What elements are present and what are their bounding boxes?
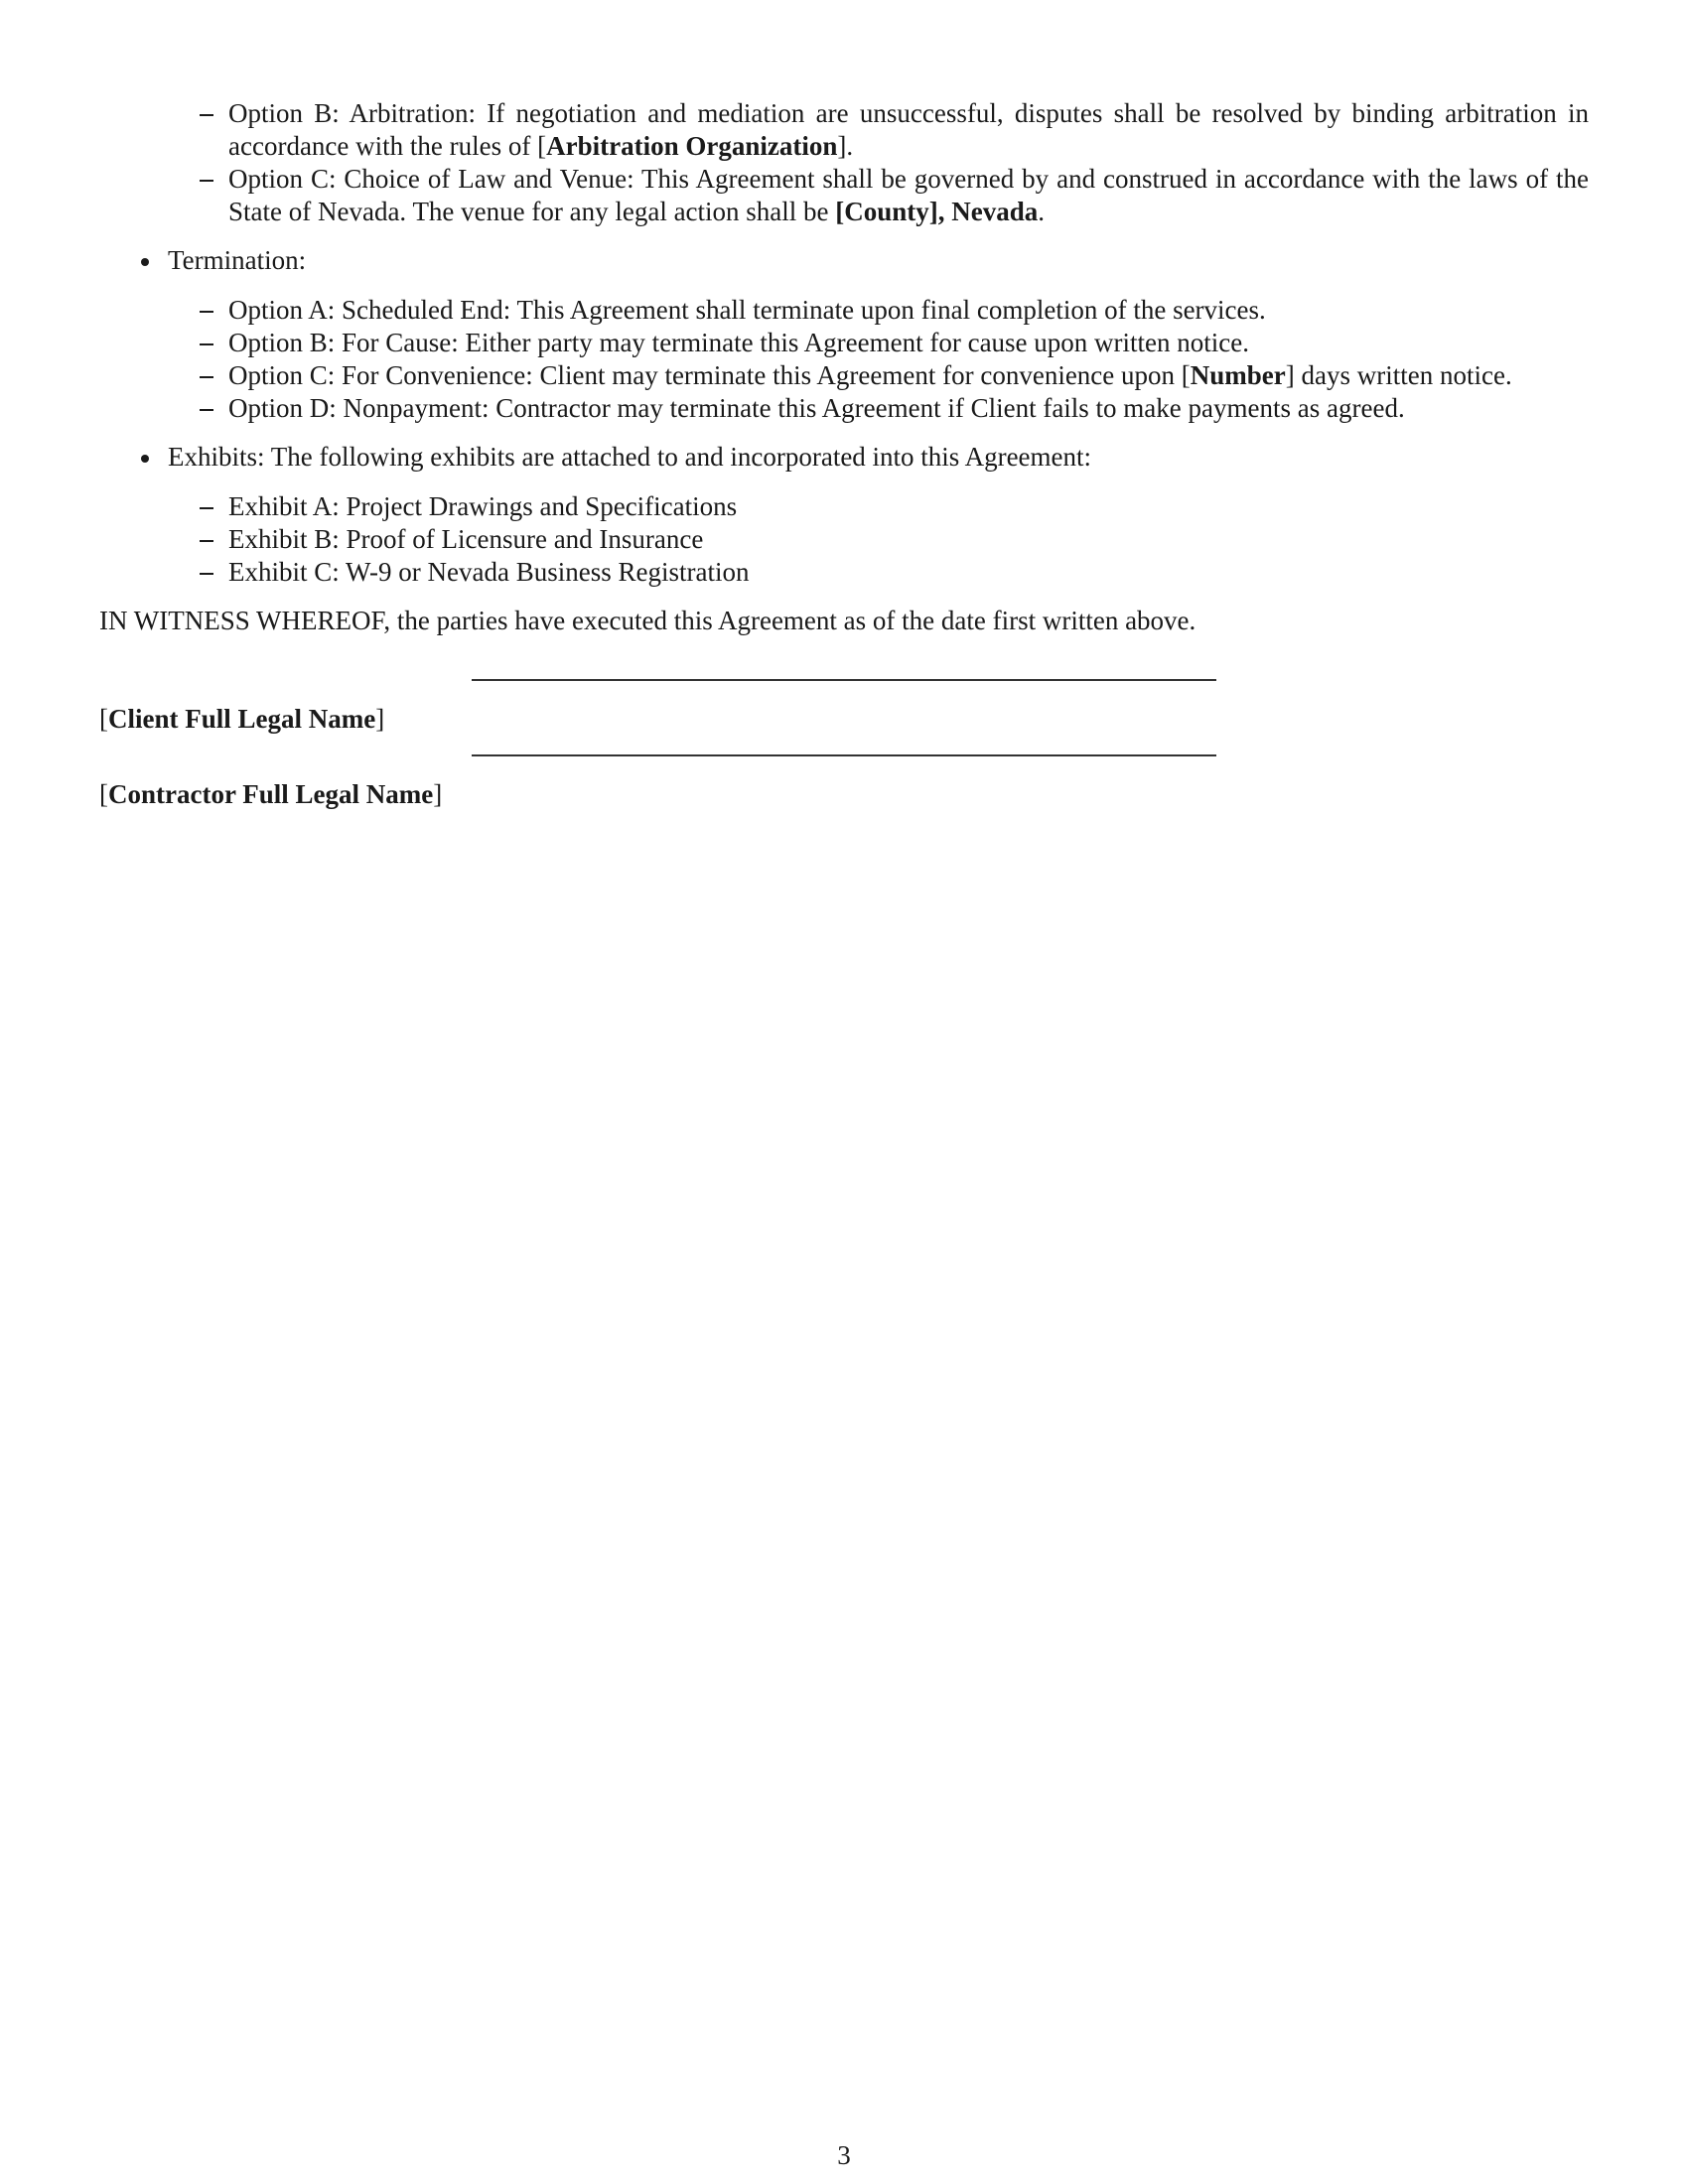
- contractor-signature-line[interactable]: [472, 754, 1216, 756]
- page-number: 3: [837, 2140, 851, 2170]
- dispute-resolution-options: [168, 97, 1589, 228]
- county-nevada-placeholder: [County], Nevada: [835, 197, 1039, 226]
- termination-heading: Termination:: [168, 245, 307, 275]
- contractor-signature-block: [99, 756, 1589, 856]
- contractor-name: [Contractor Full Legal Name]: [99, 779, 443, 809]
- client-signature-line[interactable]: [472, 679, 1216, 681]
- exhibits-heading: Exhibits: The following exhibits are attached to and incorporated into this Agreement:: [168, 442, 1092, 472]
- termination-option-c: Option C: For Convenience: Client may terminate this Agreement for convenience upon [Number] days written notice.: [228, 360, 1512, 390]
- exhibits-list: [168, 490, 1589, 589]
- termination-option-d: Option D: Nonpayment: Contractor may terminate this Agreement if Client fails to make payments as agreed.: [228, 393, 1405, 423]
- termination-options: [168, 294, 1589, 425]
- exhibit-b: Exhibit B: Proof of Licensure and Insurance: [228, 524, 704, 554]
- main-list: [99, 244, 1589, 589]
- arbitration-organization-placeholder: Arbitration Organization: [546, 131, 838, 161]
- number-placeholder: Number: [1190, 360, 1286, 390]
- dispute-option-c: Option C: Choice of Law and Venue: This Agreement shall be governed by and construed in accordance with the laws of the State of Nevada. The venue for any legal action shall be [County], Nevada.: [228, 164, 1589, 226]
- termination-option-b: Option B: For Cause: Either party may terminate this Agreement for cause upon written notice.: [228, 328, 1249, 357]
- dispute-option-b: Option B: Arbitration: If negotiation and mediation are unsuccessful, disputes shall be resolved by binding arbitration in accordance with the rules of [Arbitration Organization].: [228, 98, 1589, 161]
- client-name: [Client Full Legal Name]: [99, 704, 385, 734]
- termination-section: [99, 244, 1589, 425]
- termination-option-a: Option A: Scheduled End: This Agreement shall terminate upon final completion of the services.: [228, 295, 1266, 325]
- client-signature-block: [99, 657, 1589, 756]
- exhibit-c: Exhibit C: W-9 or Nevada Business Registration: [228, 557, 750, 587]
- exhibits-section: [99, 441, 1589, 589]
- witness-statement: IN WITNESS WHEREOF, the parties have executed this Agreement as of the date first written above.: [99, 606, 1196, 635]
- document-body: [99, 97, 1589, 856]
- exhibit-a: Exhibit A: Project Drawings and Specifications: [228, 491, 738, 521]
